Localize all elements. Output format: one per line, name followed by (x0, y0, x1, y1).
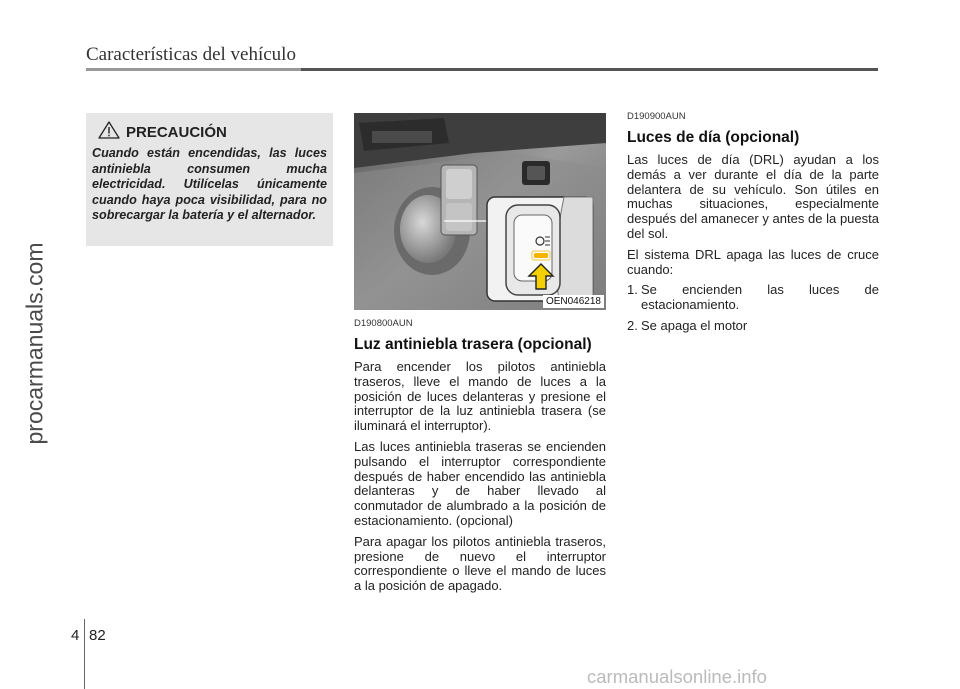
list-text: Se apaga el motor (641, 317, 748, 333)
list-number: 1. (627, 282, 638, 298)
section-code: D190900AUN (627, 111, 686, 122)
header-rule-accent (86, 68, 301, 71)
caution-text: Cuando están encendidas, las luces antiniebla consumen mucha electricidad. Utilícelas únicamente cuando haya poca visibilidad, para no sobrecargar la batería y el alternador. (92, 146, 327, 223)
list-text: Se encienden las luces de estacionamiento. (641, 282, 879, 313)
page-number: 82 (89, 627, 106, 644)
section-heading: Luces de día (opcional) (627, 129, 800, 146)
list-item (627, 319, 879, 334)
fog-switch-photo (354, 113, 606, 310)
rear-fog-section (354, 318, 606, 600)
page-header-title: Características del vehículo (86, 44, 296, 65)
chapter-number: 4 (71, 627, 80, 644)
section-code: D190800AUN (354, 318, 413, 329)
paragraph: Las luces antiniebla traseras se encienden pulsando el interruptor correspondiente después de haber encendido las antiniebla delanteras y de haber llevado al conmutador de alumbrado a la posición de estacionamiento. (opcional) (354, 438, 606, 528)
footer-rule (84, 619, 85, 689)
drl-section (627, 111, 879, 340)
list-item (627, 283, 879, 313)
paragraph: Para encender los pilotos antiniebla traseros, lleve el mando de luces a la posición de luces delanteras y presione el interruptor de la luz antiniebla trasera (se iluminará el interruptor). (354, 359, 606, 434)
paragraph: Para apagar los pilotos antiniebla traseros, presione de nuevo el interruptor correspondiente o lleve el mando de luces a la posición de apagado. (354, 533, 606, 594)
paragraph: El sistema DRL apaga las luces de cruce cuando: (627, 246, 879, 277)
caution-title: PRECAUCIÓN (126, 124, 227, 141)
paragraph: Las luces de día (DRL) ayudan a los demás a ver durante el día de la parte delantera de su vehículo. Son útiles en muchas situaciones, especialmente después del amanecer y antes de la puesta del sol. (627, 152, 879, 241)
fog-switch-illustration (354, 113, 606, 310)
list-number: 2. (627, 317, 638, 333)
caution-box (86, 113, 333, 246)
figure-code: OEN046218 (543, 295, 604, 308)
caution-header (98, 121, 227, 144)
bottom-watermark[interactable]: carmanualsonline.info (587, 666, 767, 687)
side-watermark[interactable]: procarmanuals.com (21, 242, 48, 445)
section-heading: Luz antiniebla trasera (opcional) (354, 336, 592, 353)
warning-triangle-icon (98, 121, 120, 144)
